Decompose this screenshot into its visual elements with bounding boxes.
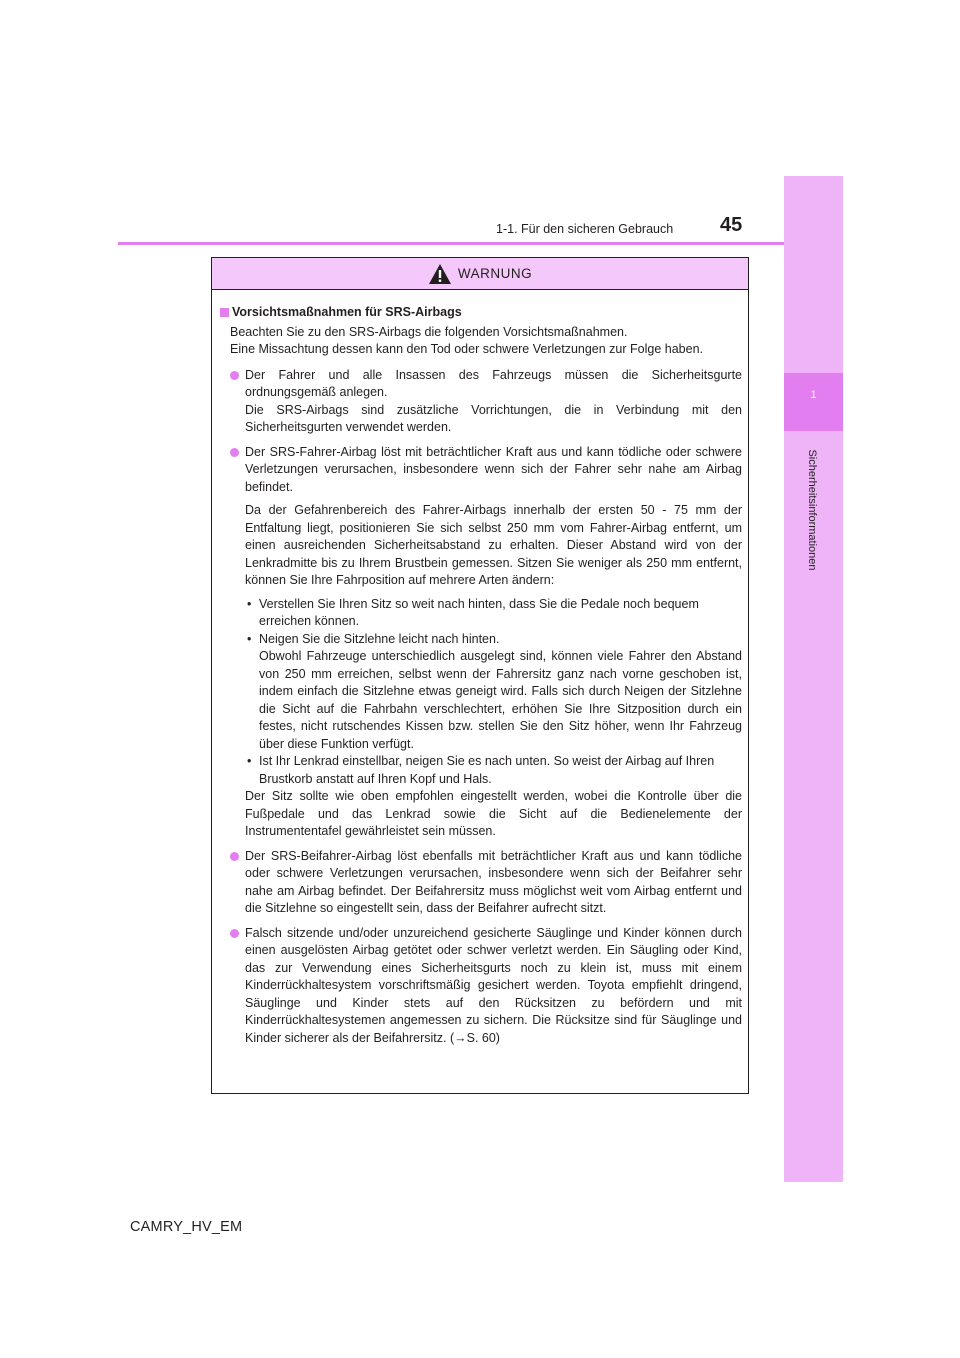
chapter-tab[interactable] xyxy=(784,373,843,431)
square-bullet-icon xyxy=(220,308,229,317)
chapter-side-strip xyxy=(784,176,843,1182)
sub-list-item xyxy=(245,631,742,754)
warning-header xyxy=(212,258,748,290)
bullet-paragraph: Da der Gefahrenbereich des Fahrer-Airbags innerhalb der ersten 50 - 75 mm der Entfaltung liegt, positionieren Sie sich selbst 250 mm vom Fahrer-Airbag entfernt, um einen ausreichenden Sicherheitsabstand zu erhalten. Dieser Abstand wird von der Lenkradmitte bis zu Ihrem Brustbein gemessen. Sitzen Sie weniger als 250 mm entfernt, können Sie Ihre Fahrposition auf mehrere Arten ändern: xyxy=(245,503,742,587)
bullet-text: Der SRS-Fahrer-Airbag löst mit beträchtlicher Kraft aus und kann tödliche oder schwere Verletzungen verursachen, insbesondere wenn sich der Fahrer sehr nahe am Airbag befindet. xyxy=(245,444,742,494)
page-number: 45 xyxy=(720,214,743,236)
bullet-text: Falsch sitzende und/oder unzureichend gesicherte Säuglinge und Kinder können durch einen ausgelösten Airbag getötet oder schwer verletzt werden. Ein Säugling oder Kind, das zur Verwendung eines Sicherheitsgurts noch zu klein ist, muss mit einem Kinderrückhaltesystem vorschriftsmäßig gesichert werden. Toyota empfiehlt dringend, Säuglinge und Kinder stets auf den Rücksitzen zu befördern und mit Kinderrückhaltesystemen angemessen zu sichern. Die Rücksitze sind für Säuglinge und Kinder sicherer als der Beifahrersitz. (→S. 60) xyxy=(245,925,742,1045)
chapter-tab-label: Sicherheitsinformationen xyxy=(806,449,818,571)
bullet-text: Die SRS-Airbags sind zusätzliche Vorrichtungen, die in Verbindung mit den Sicherheitsgurten verwendet werden. xyxy=(245,402,742,434)
intro-text xyxy=(230,324,738,359)
bullet-item xyxy=(220,848,742,918)
section-heading xyxy=(220,304,742,322)
model-code: CAMRY_HV_EM xyxy=(130,1219,243,1235)
bullet-item xyxy=(220,367,742,437)
warning-body xyxy=(212,290,748,1047)
section-title: Vorsichtsmaßnahmen für SRS-Airbags xyxy=(232,305,462,319)
warning-triangle-icon xyxy=(428,263,452,285)
bullet-dot-icon xyxy=(230,852,239,861)
warning-title: WARNUNG xyxy=(457,266,533,281)
warning-box xyxy=(211,257,749,1094)
sub-list-item: • Verstellen Sie Ihren Sitz so weit nach hinten, dass Sie die Pedale noch bequem erreichen können. xyxy=(245,596,742,631)
bullet-dot-icon xyxy=(230,448,239,457)
bullet-closing: Der Sitz sollte wie oben empfohlen eingestellt werden, wobei die Kontrolle über die Fußpedale und das Lenkrad sowie die Sicht auf die Bedienelemente der Instrumententafel gewährleistet sein müssen. xyxy=(245,789,742,838)
sub-list-item-text: Neigen Sie die Sitzlehne leicht nach hinten. xyxy=(259,631,500,646)
bullet-dot-icon xyxy=(230,371,239,380)
sub-list xyxy=(245,596,742,789)
bullet-text: Der Fahrer und alle Insassen des Fahrzeugs müssen die Sicherheitsgurte ordnungsgemäß anlegen. xyxy=(245,367,742,399)
section-header-title: 1-1. Für den sicheren Gebrauch xyxy=(496,222,674,236)
bullet-dot-icon xyxy=(230,929,239,938)
intro-line: Eine Missachtung dessen kann den Tod oder schwere Verletzungen zur Folge haben. xyxy=(230,342,703,356)
bullet-item xyxy=(220,444,742,841)
chapter-tab-number: 1 xyxy=(810,389,817,401)
sub-list-note: Obwohl Fahrzeuge unterschiedlich ausgelegt sind, können viele Fahrer den Abstand von 250 mm erreichen, selbst wenn der Fahrersitz ganz nach vorne geschoben ist, indem einfach die Sitzlehne etwas geneigt wird. Falls sich durch Neigen der Sitzlehne die Sicht auf die Fahrbahn verschlechtert, erhöhen Sie Ihre Sitzposition durch ein festes, nicht rutschendes Kissen bzw. stellen Sie den Sitz höher, wenn Ihr Fahrzeug über diese Funktion verfügt. xyxy=(259,649,742,751)
bullet-item xyxy=(220,925,742,1048)
bullet-text: Der SRS-Beifahrer-Airbag löst ebenfalls mit beträchtlicher Kraft aus und kann tödliche oder schwere Verletzungen verursachen, insbesondere wenn sich der Beifahrer sehr nahe am Airbag befindet. Der Beifahrersitz muss möglichst weit vom Airbag entfernt und die Sitzlehne so eingestellt sein, dass der Beifahrer aufrecht sitzt. xyxy=(245,848,742,915)
sub-list-item: • Ist Ihr Lenkrad einstellbar, neigen Sie es nach unten. So weist der Airbag auf Ihren Brustkorb anstatt auf Ihren Kopf und Hals. xyxy=(245,753,742,788)
header-rule xyxy=(118,242,784,245)
intro-line: Beachten Sie zu den SRS-Airbags die folgenden Vorsichtsmaßnahmen. xyxy=(230,324,628,339)
